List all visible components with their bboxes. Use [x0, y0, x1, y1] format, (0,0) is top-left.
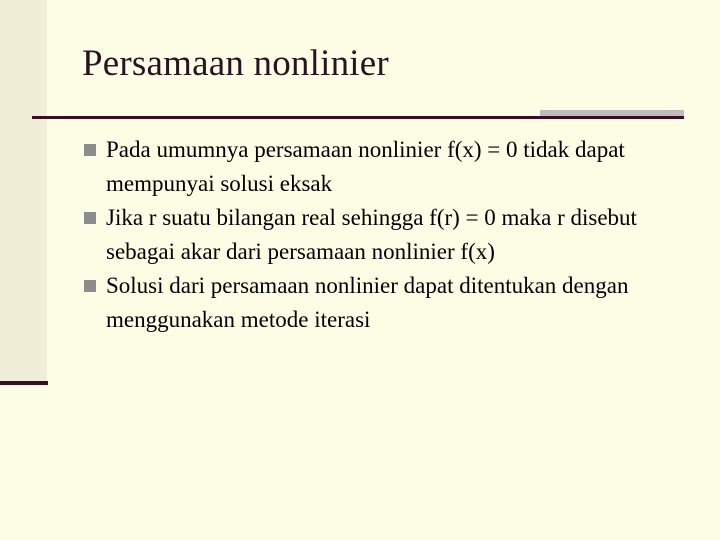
bullet-item [84, 133, 704, 201]
bullet-text: Solusi dari persamaan nonlinier dapat ditentukan dengan menggunakan metode iterasi [106, 273, 629, 332]
title-rule [32, 116, 684, 119]
square-bullet-icon [84, 144, 96, 156]
square-bullet-icon [84, 212, 96, 224]
left-decorative-band [0, 0, 47, 383]
bullet-text: Jika r suatu bilangan real sehingga f(r) = 0 maka r disebut sebagai akar dari persamaan nonlinier f(x) [106, 205, 637, 264]
bullet-text: Pada umumnya persamaan nonlinier f(x) = 0 tidak dapat mempunyai solusi eksak [106, 137, 625, 196]
slide-title: Persamaan nonlinier [82, 43, 389, 84]
bullet-item [84, 201, 704, 269]
bullet-list [84, 133, 704, 337]
bullet-item [84, 269, 704, 337]
square-bullet-icon [84, 280, 96, 292]
left-band-underline [0, 381, 48, 385]
